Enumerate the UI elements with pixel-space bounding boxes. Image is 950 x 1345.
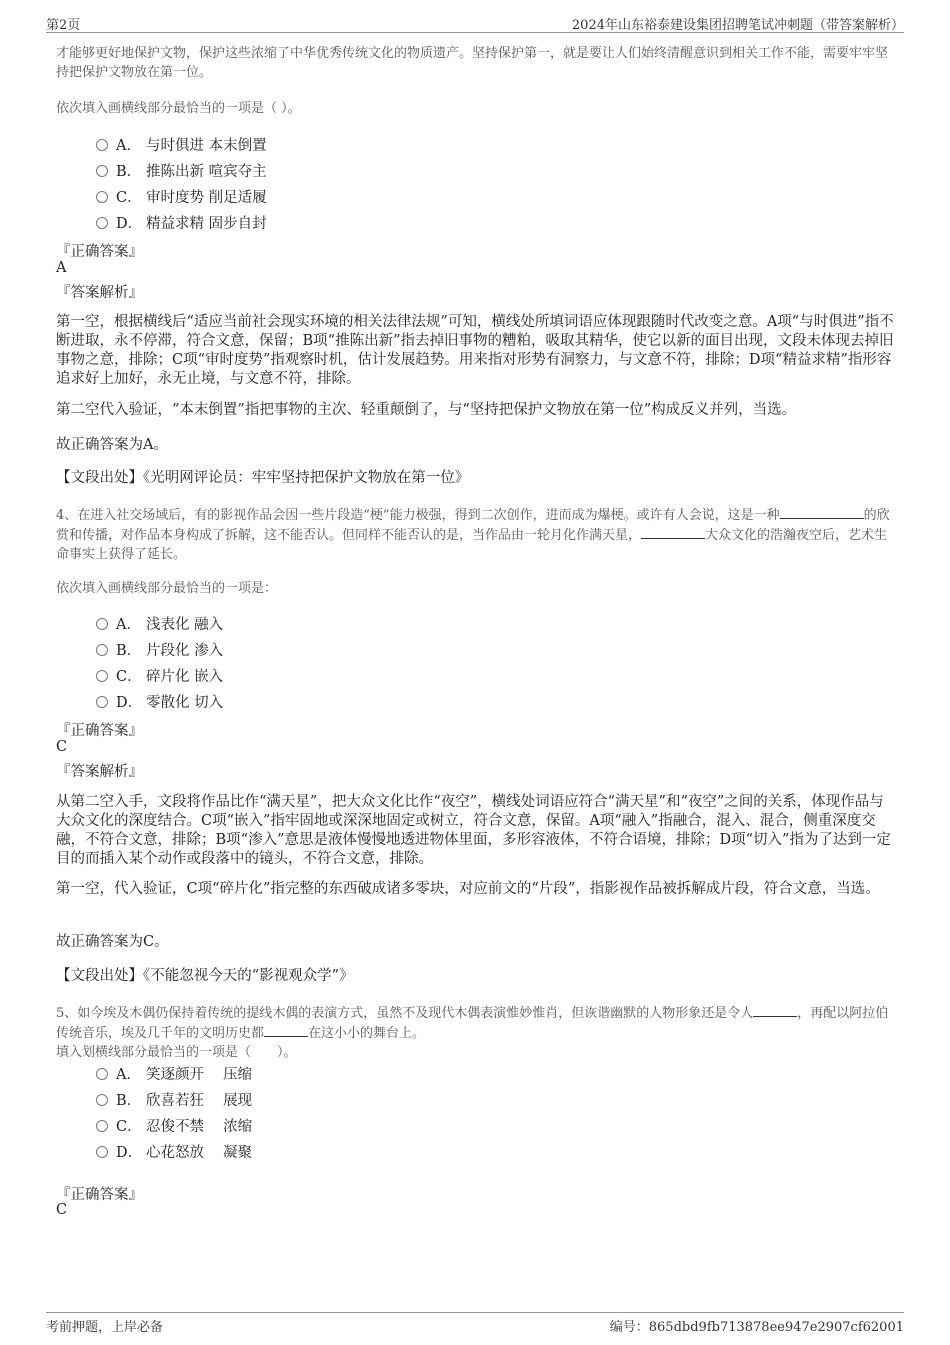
q5-option-a[interactable]: A． 笑逐颜开 压缩 — [96, 1063, 252, 1085]
answer-blank — [753, 1003, 797, 1017]
q4-answer: C — [56, 739, 68, 755]
q4-source: 【文段出处】《不能忽视今天的“影视观众学”》 — [56, 968, 354, 984]
radio-icon[interactable] — [96, 618, 108, 630]
q4-stem: 4、在进入社交场域后，有的影视作品会因一些片段造“梗”能力极强，得到二次创作，进而成为爆梗。或许有人会说，这是一种 的欣赏和传播，对作品本身构成了拆解，这不能否认。但同样不能否认的是，当作品由一轮月化作满天星， 大众文化的浩瀚夜空后，艺术生命事实上获得了延长。 — [56, 505, 896, 564]
q5-option-b[interactable]: B． 欣喜若狂 展现 — [96, 1089, 252, 1111]
q4-option-d[interactable]: D． 零散化 切入 — [96, 691, 223, 713]
document-code: 编号：865dbd9fb713878ee947e2907cf62001 — [609, 1320, 904, 1335]
radio-icon[interactable] — [96, 1068, 108, 1080]
page-footer — [46, 1312, 904, 1339]
q3-source: 【文段出处】《光明网评论员：牢牢坚持把保护文物放在第一位》 — [56, 470, 470, 486]
q3-option-a[interactable]: A． 与时俱进 本末倒置 — [96, 134, 267, 156]
page-number: 第2页 — [46, 18, 81, 33]
radio-icon[interactable] — [96, 1094, 108, 1106]
q5-option-d[interactable]: D． 心花怒放 凝聚 — [96, 1141, 252, 1163]
radio-icon[interactable] — [96, 1146, 108, 1158]
q3-analysis-p1: 第一空，根据横线后“适应当前社会现实环境的相关法律法规”可知，横线处所填词语应体现跟随时代改变之意。A项“与时俱进”指不断进取，永不停滞，符合文意，保留；B项“推陈出新”指去掉旧事物的糟粕，吸取其精华，使它以新的面目出现，文段未体现去掉旧事物之意，排除；C项“审时度势”指观察时机，估计发展趋势。用来指对形势有洞察力，与文意不符，排除；D项“精益求精”指形容追求好上加好，永无止境，与文意不符，排除。 — [56, 314, 894, 387]
radio-icon[interactable] — [96, 1120, 108, 1132]
q5-answer-label: 『正确答案』 — [56, 1187, 143, 1203]
q4-option-b[interactable]: B． 片段化 渗入 — [96, 639, 223, 661]
footer-slogan: 考前押题，上岸必备 — [46, 1320, 164, 1335]
q3-prompt: 依次填入画横线部分最恰当的一项是（ ）。 — [56, 101, 301, 116]
q3-conclusion: 故正确答案为A。 — [56, 437, 168, 453]
q5-answer: C — [56, 1202, 68, 1218]
radio-icon[interactable] — [96, 217, 108, 229]
radio-icon[interactable] — [96, 139, 108, 151]
q4-conclusion: 故正确答案为C。 — [56, 934, 169, 950]
q3-analysis-p2: 第二空代入验证，“本末倒置”指把事物的主次、轻重颠倒了，与“坚持把保护文物放在第一位”构成反义并列，当选。 — [56, 402, 797, 418]
q4-prompt: 依次填入画横线部分最恰当的一项是： — [56, 581, 278, 596]
page-header — [46, 10, 904, 33]
radio-icon[interactable] — [96, 644, 108, 656]
q3-option-d[interactable]: D． 精益求精 固步自封 — [96, 212, 267, 234]
document-title: 2024年山东裕泰建设集团招聘笔试冲刺题（带答案解析） — [571, 18, 904, 33]
answer-blank — [641, 525, 705, 539]
radio-icon[interactable] — [96, 165, 108, 177]
radio-icon[interactable] — [96, 191, 108, 203]
q3-answer-label: 『正确答案』 — [56, 244, 143, 260]
q4-analysis-label: 『答案解析』 — [56, 764, 143, 780]
q3-answer: A — [56, 260, 67, 276]
radio-icon[interactable] — [96, 670, 108, 682]
radio-icon[interactable] — [96, 696, 108, 708]
q4-option-c[interactable]: C． 碎片化 嵌入 — [96, 665, 223, 687]
q5-prompt: 填入划横线部分最恰当的一项是（ ）。 — [56, 1045, 297, 1060]
q3-stem-tail: 才能够更好地保护文物，保护这些浓缩了中华优秀传统文化的物质遗产。坚持保护第一，就是要让人们始终清醒意识到相关工作不能，需要牢牢坚持把保护文物放在第一位。 — [56, 46, 889, 80]
answer-blank — [264, 1023, 308, 1037]
q4-analysis-p2: 第一空，代入验证，C项“碎片化”指完整的东西破成诸多零块，对应前文的“片段”，指影视作品被拆解成片段，符合文意，当选。 — [56, 881, 880, 897]
q4-option-a[interactable]: A． 浅表化 融入 — [96, 613, 223, 635]
q3-option-b[interactable]: B． 推陈出新 喧宾夺主 — [96, 160, 267, 182]
answer-blank — [780, 505, 864, 519]
q3-analysis-label: 『答案解析』 — [56, 285, 143, 301]
q5-stem: 5、如今埃及木偶仍保持着传统的提线木偶的表演方式，虽然不及现代木偶表演惟妙惟肖，但诙谐幽默的人物形象还是令人 ，再配以阿拉伯传统音乐，埃及几千年的文明历史都 在这小小的舞台上。 — [56, 1003, 896, 1043]
q3-option-c[interactable]: C． 审时度势 削足适履 — [96, 186, 267, 208]
q4-analysis-p1: 从第二空入手，文段将作品比作“满天星”，把大众文化比作“夜空”，横线处词语应符合“满天星”和“夜空”之间的关系，体现作品与大众文化的深度结合。C项“嵌入”指牢固地或深深地固定或树立，符合文意，保留。A项“融入”指融合，混入、混合，侧重深度交融，不符合文意，排除；B项“渗入”意思是液体慢慢地透进物体里面，多形容液体，不符合语境，排除；D项“切入”指为了达到一定目的而插入某个动作或段落中的镜头，不符合文意，排除。 — [56, 794, 891, 867]
q4-answer-label: 『正确答案』 — [56, 723, 143, 739]
q5-option-c[interactable]: C． 忍俊不禁 浓缩 — [96, 1115, 252, 1137]
